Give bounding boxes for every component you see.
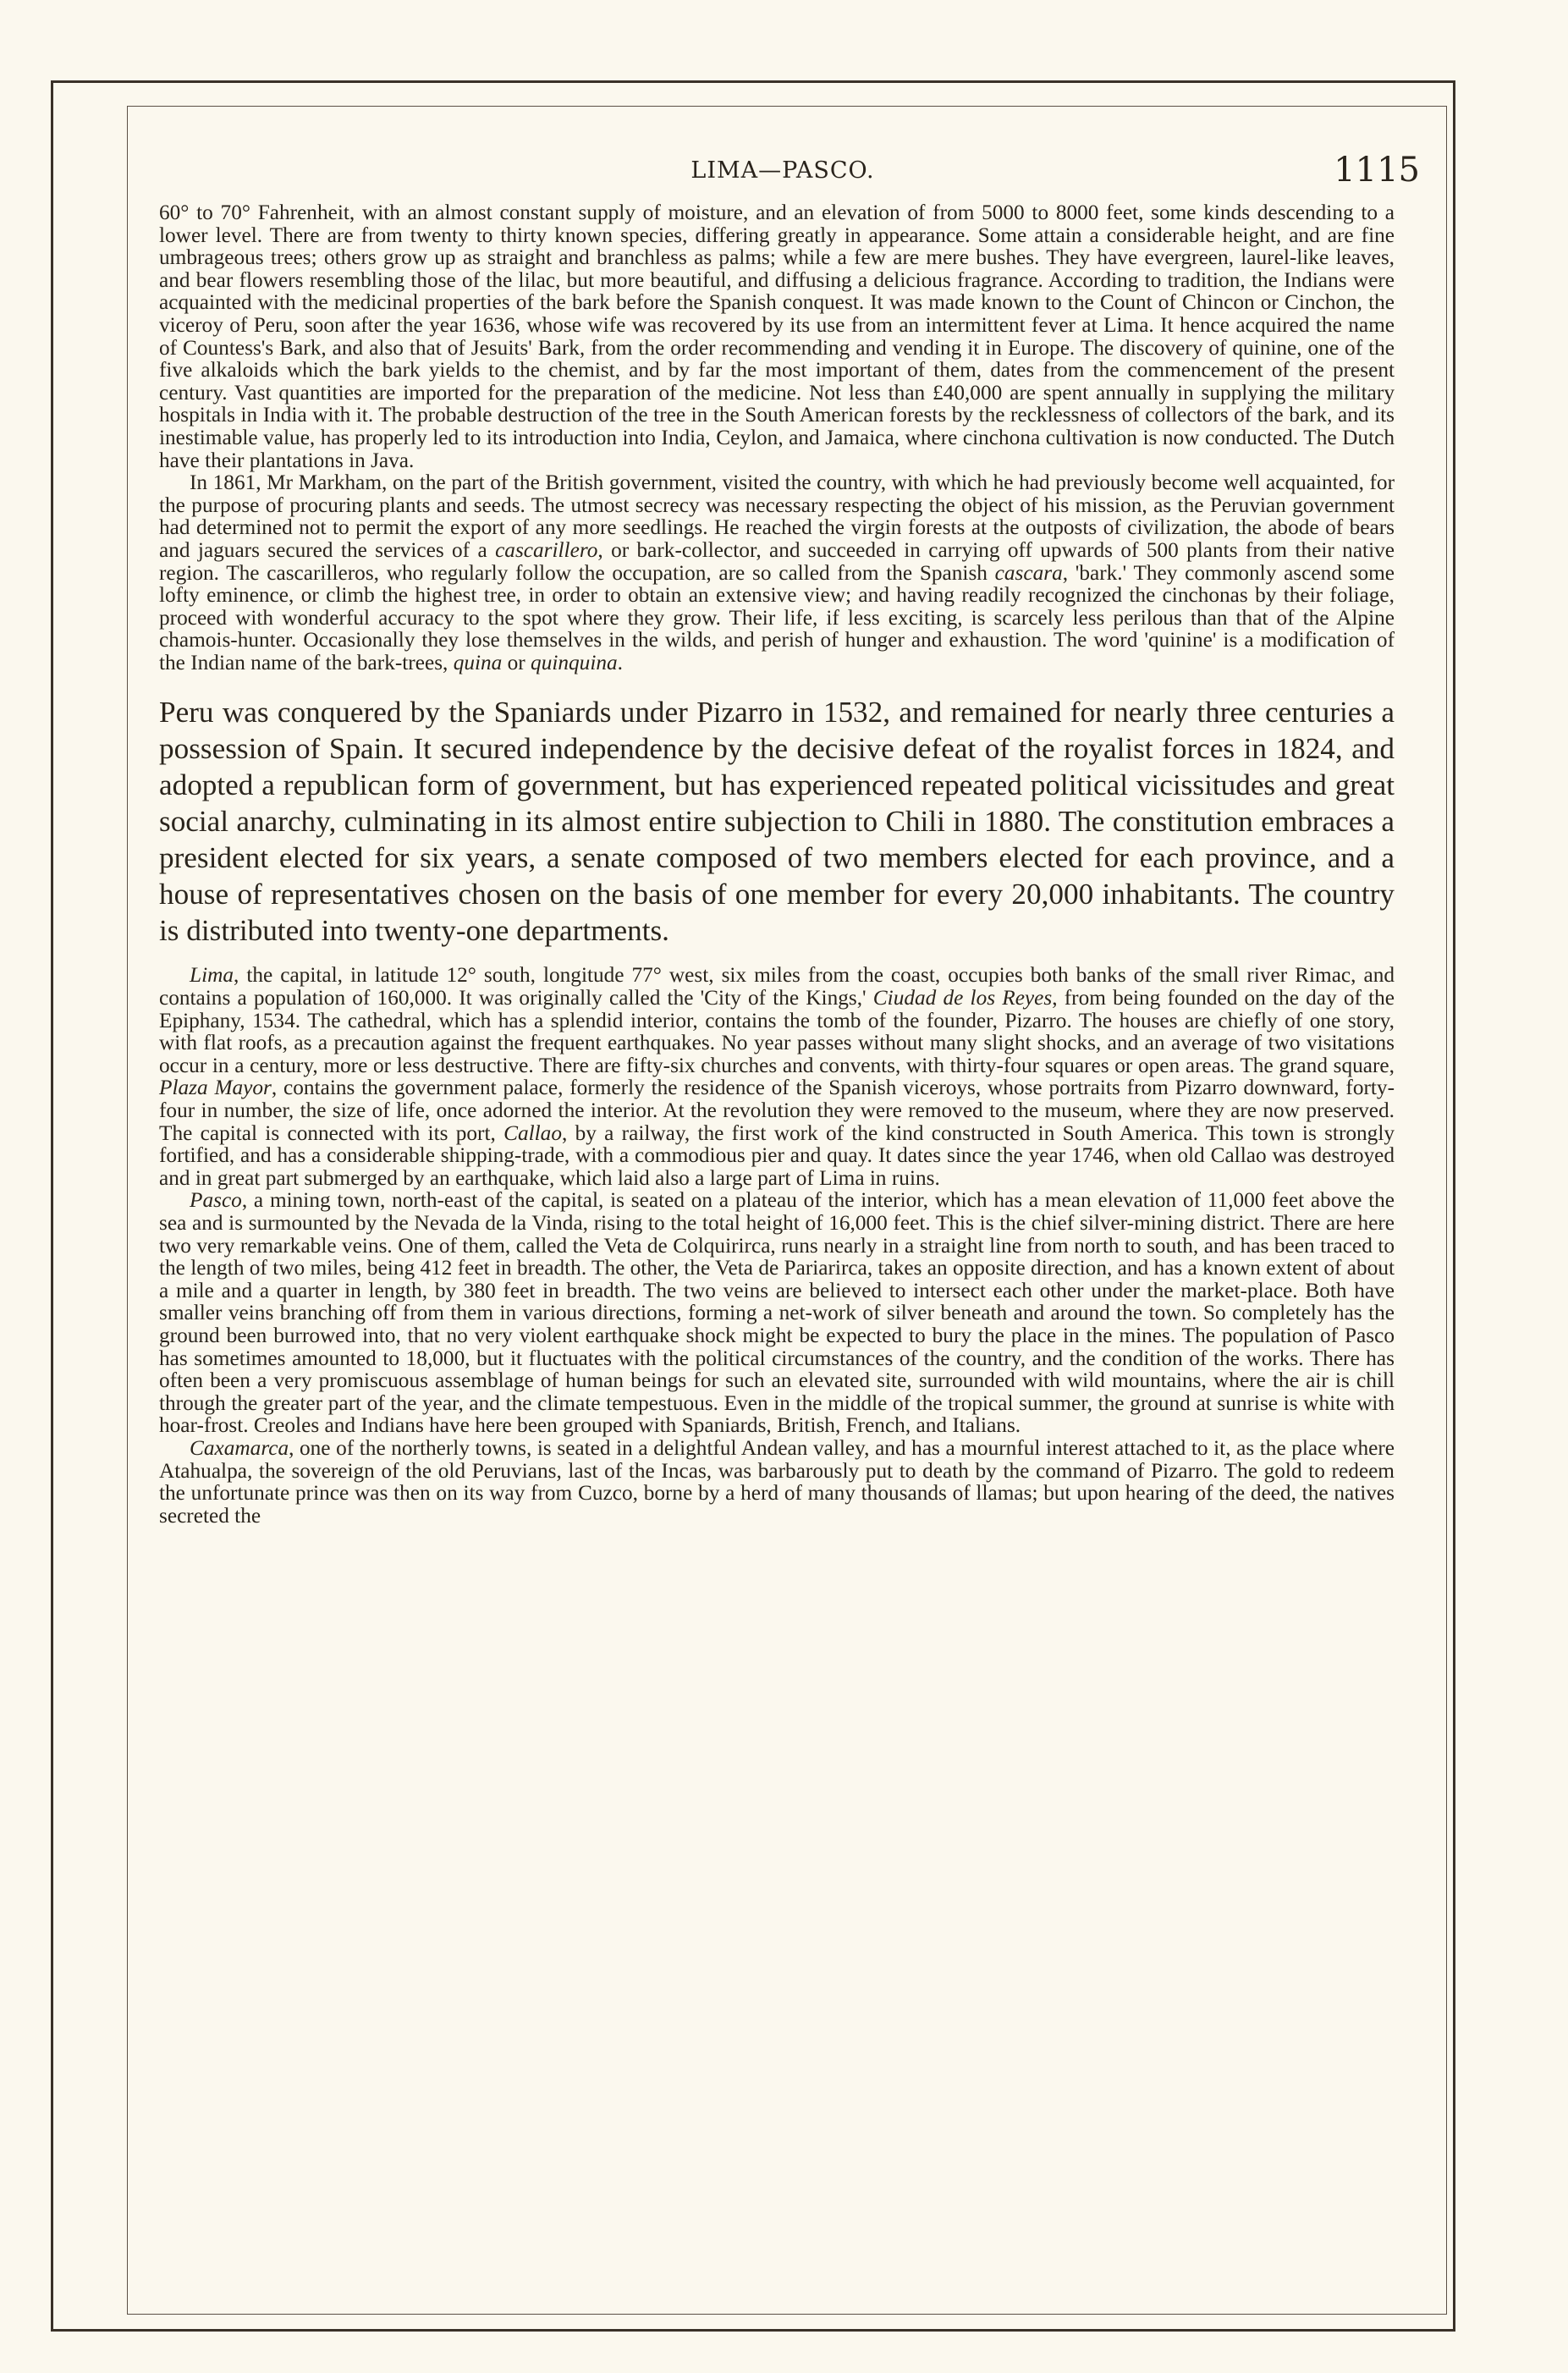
running-head: LIMA—PASCO. bbox=[690, 157, 875, 184]
paragraph-markham: In 1861, Mr Markham, on the part of the British government, visited the country, with which he had previously become well acquainted, for the purpose of procuring plants and seeds. The utmost secrecy was necessary respecting the object of his mission, as the Peruvian government had determined not to permit the export of any more seedlings. He reached the virgin forests at the outposts of civilization, the abode of bears and jaguars secured the services of a cascarillero, or bark-collector, and succeeded in carrying off upwards of 500 plants from their native region. The cascarilleros, who regularly follow the occupation, are so called from the Spanish cascara, 'bark.' They commonly ascend some lofty eminence, or climb the highest tree, in order to obtain an extensive view; and having readily recognized the cinchonas by their foliage, proceed with wonderful accuracy to the spot where they grow. Their life, if less exciting, is scarcely less perilous than that of the Alpine chamois-hunter. Occasionally they lose themselves in the wilds, and perish of hunger and exhaustion. The word 'quinine' is a modification of the Indian name of the bark-trees, quina or quinquina. bbox=[159, 471, 1395, 674]
paragraph-peru-history: Peru was conquered by the Spaniards under Pizarro in 1532, and remained for nearly three centuries a possession of Spain. It secured independence by the decisive defeat of the royalist forces in 1824, and adopted a republican form of government, but has experienced repeated political vicissitudes and great social anarchy, culminating in its almost entire subjection to Chili in 1880. The constitution embraces a president elected for six years, a senate composed of two members elected for each province, and a house of representatives chosen on the basis of one member for every 20,000 inhabitants. The country is distributed into twenty-one departments. bbox=[159, 696, 1395, 948]
article-body bbox=[159, 201, 1395, 1527]
paragraph-lima: Lima, the capital, in latitude 12° south, longitude 77° west, six miles from the coast, occupies both banks of the small river Rimac, and contains a population of 160,000. It was originally called the 'City of the Kings,' Ciudad de los Reyes, from being founded on the day of the Epiphany, 1534. The cathedral, which has a splendid interior, contains the tomb of the founder, Pizarro. The houses are chiefly of one story, with flat roofs, as a precaution against the frequent earthquakes. No year passes without many slight shocks, and an average of two visitations occur in a century, more or less destructive. There are fifty-six churches and convents, with thirty-four squares or open areas. The grand square, Plaza Mayor, contains the government palace, formerly the residence of the Spanish viceroys, whose portraits from Pizarro downward, forty-four in number, the size of life, once adorned the interior. At the revolution they were removed to the museum, where they are now preserved. The capital is connected with its port, Callao, by a railway, the first work of the kind constructed in South America. This town is strongly fortified, and has a considerable shipping-trade, with a commodious pier and quay. It dates since the year 1746, when old Callao was destroyed and in great part submerged by an earthquake, which laid also a large part of Lima in ruins. bbox=[159, 963, 1395, 1190]
page-number: 1115 bbox=[1334, 151, 1420, 190]
page-header bbox=[152, 151, 1420, 193]
paragraph-caxamarca: Caxamarca, one of the northerly towns, is seated in a delightful Andean valley, and has a mournful interest attached to it, as the place where Atahualpa, the sovereign of the old Peruvians, last of the Incas, was barbarously put to death by the command of Pizarro. The gold to redeem the unfortunate prince was then on its way from Cuzco, borne by a herd of many thousands of llamas; but upon hearing of the deed, the natives secreted the bbox=[159, 1435, 1395, 1528]
paragraph-cinchona: 60° to 70° Fahrenheit, with an almost constant supply of moisture, and an elevation of from 5000 to 8000 feet, some kinds descending to a lower level. There are from twenty to thirty known species, differing greatly in appearance. Some attain a considerable height, and are fine umbrageous trees; others grow up as straight and branchless as palms; while a few are mere bushes. They have evergreen, laurel-like leaves, and bear flowers resembling those of the lilac, but more beautiful, and diffusing a delicious fragrance. According to tradition, the Indians were acquainted with the medicinal properties of the bark before the Spanish conquest. It was made known to the Count of Chincon or Cinchon, the viceroy of Peru, soon after the year 1636, whose wife was recovered by its use from an intermittent fever at Lima. It hence acquired the name of Countess's Bark, and also that of Jesuits' Bark, from the order recommending and vending it in Europe. The discovery of quinine, one of the five alkaloids which the bark yields to the chemist, and by far the most important of them, dates from the commencement of the present century. Vast quantities are imported for the preparation of the medicine. Not less than £40,000 are spent annually in supplying the military hospitals in India with it. The probable destruction of the tree in the South American forests by the recklessness of collectors of the bark, and its inestimable value, has properly led to its introduction into India, Ceylon, and Jamaica, where cinchona cultivation is now conducted. The Dutch have their plantations in Java. bbox=[159, 201, 1395, 472]
paragraph-pasco: Pasco, a mining town, north-east of the capital, is seated on a plateau of the interior, which has a mean elevation of 11,000 feet above the sea and is surmounted by the Nevada de la Vinda, rising to the total height of 16,000 feet. This is the chief silver-mining district. There are here two very remarkable veins. One of them, called the Veta de Colquirirca, runs nearly in a straight line from north to south, and has been traced to the length of two miles, being 412 feet in breadth. The other, the Veta de Pariarirca, takes an opposite direction, and has a known extent of about a mile and a quarter in length, by 380 feet in breadth. The two veins are believed to intersect each other under the market-place. Both have smaller veins branching off from them in various directions, forming a net-work of silver beneath and around the town. So completely has the ground been burrowed into, that no very violent earthquake shock might be expected to bury the place in the mines. The population of Pasco has sometimes amounted to 18,000, but it fluctuates with the political circumstances of the country, and the condition of the works. There has often been a very promiscuous assemblage of human beings for such an elevated site, surrounded with wild mountains, where the air is chill through the greater part of the year, and the climate tempestuous. Even in the middle of the tropical summer, the ground at sunrise is white with hoar-frost. Creoles and Indians have here been grouped with Spaniards, British, French, and Italians. bbox=[159, 1188, 1395, 1438]
